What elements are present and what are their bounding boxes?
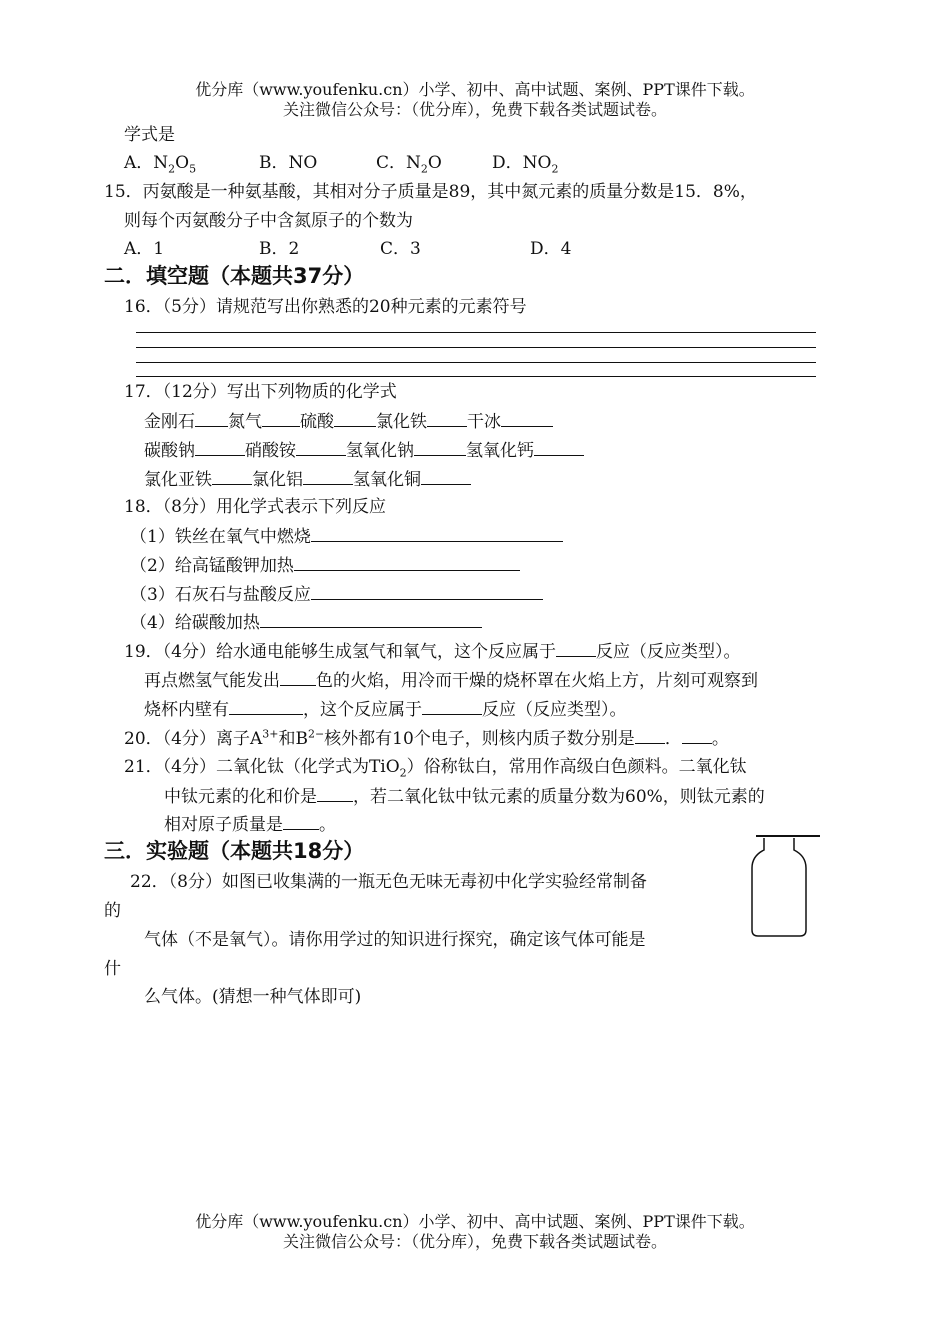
q16-answer-line	[136, 332, 816, 333]
q17-row-3: 氯化亚铁 氯化铝 氢氧化铜	[144, 468, 471, 491]
answer-blank[interactable]	[556, 640, 596, 657]
q15-option-c: C．3	[380, 239, 421, 259]
footer-line-1: 优分库（www.youfenku.cn）小学、初中、高中试题、案例、PPT课件下载。	[195, 1212, 755, 1231]
answer-blank[interactable]	[260, 611, 482, 628]
q14-option-d: D．$NO_2$	[492, 153, 559, 176]
q14-option-a: A．$N_2O_5$	[124, 153, 197, 176]
q22-line-1: 22．（8分）如图已收集满的一瓶无色无味无毒初中化学实验经常制备	[130, 872, 647, 892]
q22-line-2-wrap: 什	[104, 959, 121, 979]
q16-prompt: 16．（5分）请规范写出你熟悉的20种元素的元素符号	[124, 297, 527, 317]
q17-row-1: 金刚石 氮气 硫酸 氯化铁 干冰	[144, 410, 553, 433]
q19-line-1: 19．（4分）给水通电能够生成氢气和氧气，这个反应属于 反应（反应类型）。	[124, 642, 741, 662]
q14-option-b: B．NO	[259, 153, 318, 173]
q21-line-1: 21．（4分）二氧化钛（化学式为TiO$_2$）俗称钛白，常用作高级白色颜料。二氧化钛	[124, 757, 747, 780]
q15-options	[124, 238, 724, 260]
q16-answer-line	[136, 376, 816, 377]
section-2-heading: 二．填空题（本题共37分）	[104, 264, 365, 288]
section-3-heading: 三．实验题（本题共18分）	[104, 839, 365, 863]
q14-options	[124, 152, 724, 174]
q14-tail: 学式是	[124, 125, 175, 145]
answer-blank[interactable]	[311, 583, 543, 600]
q18-item-3: （3）石灰石与盐酸反应	[130, 583, 543, 606]
answer-blank[interactable]	[427, 410, 467, 427]
header-line-1: 优分库（www.youfenku.cn）小学、初中、高中试题、案例、PPT课件下载。	[195, 80, 755, 99]
q21-line-2: 中钛元素的化和价是 ，若二氧化钛中钛元素的质量分数为60%，则钛元素的	[164, 787, 765, 807]
q18-item-4: （4）给碳酸加热	[130, 611, 482, 634]
answer-blank[interactable]	[317, 785, 353, 802]
q15-line-2: 则每个丙氨酸分子中含氮原子的个数为	[124, 211, 413, 231]
answer-blank[interactable]	[421, 468, 471, 485]
bottle-outline	[752, 838, 806, 936]
q22-line-2: 气体（不是氧气）。请你用学过的知识进行探究，确定该气体可能是	[144, 930, 646, 950]
q18-title: 18．（8分）用化学式表示下列反应	[124, 497, 386, 517]
q19-line-2: 再点燃氢气能发出 色的火焰，用冷而干燥的烧杯罩在火焰上方，片刻可观察到	[144, 671, 758, 691]
answer-blank[interactable]	[635, 727, 665, 744]
answer-blank[interactable]	[311, 525, 563, 542]
q15-option-b: B．2	[259, 239, 300, 259]
header-line-2: 关注微信公众号：（优分库），免费下载各类试题试卷。	[282, 100, 667, 119]
q17-row-2: 碳酸钠 硝酸铵 氢氧化钠 氢氧化钙	[144, 439, 584, 462]
answer-blank[interactable]	[501, 410, 553, 427]
q16-answer-line	[136, 347, 816, 348]
q19-line-3: 烧杯内壁有 ，这个反应属于 反应（反应类型）。	[144, 700, 627, 720]
footer-line-2: 关注微信公众号：（优分库），免费下载各类试题试卷。	[282, 1232, 667, 1251]
answer-blank[interactable]	[303, 468, 353, 485]
gas-bottle-figure	[744, 828, 824, 940]
q15-line-1: 15．丙氨酸是一种氨基酸，其相对分子质量是89，其中氮元素的质量分数是15．8%，	[104, 182, 757, 202]
q15-option-d: D．4	[530, 239, 572, 259]
answer-blank[interactable]	[262, 410, 300, 427]
answer-blank[interactable]	[296, 439, 346, 456]
q15-option-a: A．1	[124, 239, 165, 259]
q21-line-3: 相对原子质量是 。	[164, 815, 336, 835]
q17-title: 17．（12分）写出下列物质的化学式	[124, 382, 397, 402]
answer-blank[interactable]	[212, 468, 252, 485]
answer-blank[interactable]	[195, 439, 245, 456]
answer-blank[interactable]	[422, 698, 482, 715]
q22-line-1-wrap: 的	[104, 901, 121, 921]
answer-blank[interactable]	[682, 727, 712, 744]
q18-item-2: （2）给高锰酸钾加热	[130, 554, 520, 577]
answer-blank[interactable]	[334, 410, 376, 427]
answer-blank[interactable]	[229, 698, 303, 715]
q22-line-3: 么气体。(猜想一种气体即可)	[144, 987, 362, 1007]
q16-answer-line	[136, 362, 816, 363]
answer-blank[interactable]	[280, 669, 316, 686]
answer-blank[interactable]	[195, 410, 228, 427]
answer-blank[interactable]	[283, 813, 319, 830]
q18-item-1: （1）铁丝在氧气中燃烧	[130, 525, 563, 548]
q20-line: 20．（4分）离子$A^{3+}$和$B^{2-}$核外都有10个电子，则核内质子数分别是 ． 。	[124, 727, 729, 749]
answer-blank[interactable]	[414, 439, 466, 456]
q14-option-c: C．$N_2O$	[376, 153, 442, 176]
answer-blank[interactable]	[294, 554, 520, 571]
answer-blank[interactable]	[534, 439, 584, 456]
